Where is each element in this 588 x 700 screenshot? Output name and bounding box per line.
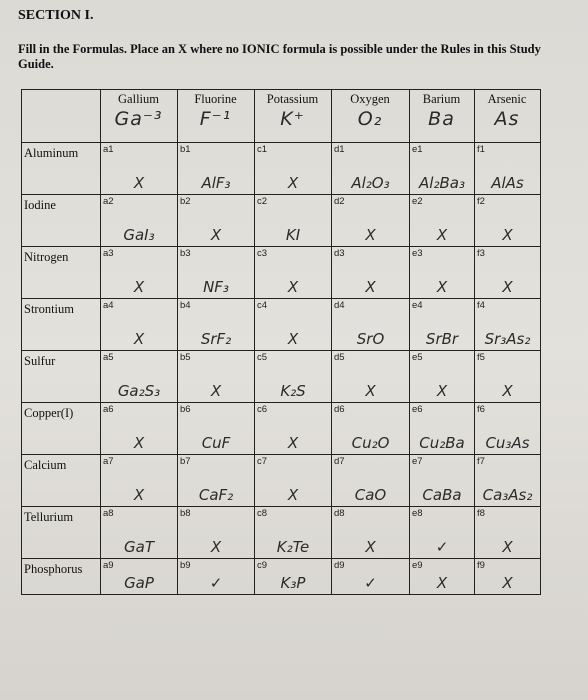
answer-cell[interactable]: [410, 299, 474, 350]
cell-id-label: a9: [103, 560, 114, 571]
answer-cell[interactable]: [410, 403, 474, 454]
column-header-charge: F⁻¹: [199, 108, 232, 130]
answer-cell[interactable]: [475, 143, 540, 194]
answer-cell[interactable]: [255, 299, 331, 350]
cell-id-label: b3: [180, 248, 191, 259]
cell-answer: X: [133, 486, 145, 504]
cell-answer: X: [287, 434, 299, 452]
cell-answer: CuF: [201, 434, 231, 452]
row-label: Calcium: [24, 458, 67, 472]
column-header-label: Potassium: [266, 92, 319, 106]
answer-cell[interactable]: [410, 195, 474, 246]
cell-answer: KI: [285, 226, 301, 244]
row-label: Sulfur: [24, 354, 56, 368]
answer-cell[interactable]: [332, 403, 409, 454]
cell-id-label: c3: [257, 248, 268, 259]
cell-id-label: f1: [477, 144, 485, 155]
cell-id-label: f5: [477, 352, 485, 363]
cell-id-label: e4: [412, 300, 423, 311]
cell-id-label: f8: [477, 508, 485, 519]
cell-answer: Cu₂O: [351, 434, 390, 452]
cell-answer: SrO: [356, 330, 385, 348]
column-header-charge: As: [494, 108, 520, 130]
answer-cell[interactable]: [101, 195, 177, 246]
cell-id-label: d7: [334, 456, 345, 467]
column-header: [474, 90, 540, 142]
answer-cell[interactable]: [255, 195, 331, 246]
cell-id-label: a1: [103, 144, 114, 155]
cell-answer: X: [365, 278, 376, 296]
cell-id-label: d4: [334, 300, 345, 311]
cell-id-label: c4: [257, 300, 268, 311]
cell-id-label: f2: [477, 196, 485, 207]
cell-answer: K₃P: [280, 574, 306, 592]
cell-id-label: e2: [412, 196, 423, 207]
answer-cell[interactable]: [178, 351, 254, 402]
answer-cell[interactable]: [255, 143, 331, 194]
cell-id-label: c2: [257, 196, 268, 207]
answer-cell[interactable]: [475, 559, 540, 594]
cell-answer: X: [287, 486, 299, 504]
cell-id-label: f6: [477, 404, 485, 415]
column-header-charge: Ba: [428, 108, 455, 130]
cell-id-label: b8: [180, 508, 191, 519]
cell-id-label: b1: [180, 144, 191, 155]
column-header: [177, 90, 254, 142]
cell-answer: Cu₃As: [485, 434, 530, 452]
answer-cell[interactable]: [255, 351, 331, 402]
cell-answer: Cu₂Ba: [419, 434, 465, 452]
cell-answer: X: [210, 538, 222, 556]
cell-id-label: d6: [334, 404, 345, 415]
answer-cell[interactable]: [332, 195, 409, 246]
answer-cell[interactable]: [101, 351, 177, 402]
cell-answer: ✓: [209, 574, 223, 592]
cell-answer: AlF₃: [201, 174, 231, 192]
cell-answer: X: [133, 278, 145, 296]
answer-cell[interactable]: [475, 507, 540, 558]
instructions: Fill in the Formulas. Place an X where no IONIC formula is possible under the Rules in this Study Guide.: [18, 42, 541, 71]
cell-id-label: c7: [257, 456, 268, 467]
column-header-label: Arsenic: [487, 92, 527, 106]
answer-cell[interactable]: [332, 299, 409, 350]
cell-answer: X: [210, 226, 222, 244]
answer-cell[interactable]: [255, 455, 331, 506]
cell-answer: X: [365, 538, 376, 556]
answer-cell[interactable]: [475, 351, 540, 402]
cell-id-label: c5: [257, 352, 268, 363]
row-label: Aluminum: [24, 146, 79, 160]
cell-answer: X: [133, 330, 145, 348]
cell-answer: CaO: [354, 486, 387, 504]
answer-cell[interactable]: [475, 247, 540, 298]
cell-answer: X: [502, 538, 513, 556]
cell-answer: ✓: [364, 574, 377, 592]
cell-id-label: b9: [180, 560, 191, 571]
answer-cell[interactable]: [475, 455, 540, 506]
answer-cell[interactable]: [255, 507, 331, 558]
cell-answer: GaT: [124, 538, 154, 556]
cell-answer: GaI₃: [123, 226, 155, 244]
cell-id-label: b2: [180, 196, 191, 207]
answer-cell[interactable]: [178, 559, 254, 594]
cell-id-label: e7: [412, 456, 423, 467]
cell-id-label: b5: [180, 352, 191, 363]
cell-answer: X: [133, 434, 145, 452]
answer-cell[interactable]: [332, 507, 409, 558]
column-header-label: Gallium: [118, 92, 159, 106]
row-label: Copper(I): [24, 406, 74, 420]
cell-id-label: a4: [103, 300, 114, 311]
cell-answer: NF₃: [203, 278, 229, 296]
answer-cell[interactable]: [410, 247, 474, 298]
answer-cell[interactable]: [475, 403, 540, 454]
cell-id-label: b4: [180, 300, 191, 311]
column-header-label: Fluorine: [194, 92, 237, 106]
cell-id-label: c8: [257, 508, 268, 519]
row-label: Phosphorus: [24, 562, 83, 576]
cell-answer: X: [287, 278, 299, 296]
cell-answer: SrF₂: [200, 330, 232, 348]
answer-cell[interactable]: [255, 559, 331, 594]
cell-id-label: c9: [257, 560, 268, 571]
formula-table: [21, 89, 541, 595]
cell-id-label: e9: [412, 560, 423, 571]
answer-cell[interactable]: [101, 559, 177, 594]
column-header: [100, 90, 177, 142]
cell-id-label: d5: [334, 352, 345, 363]
cell-id-label: d1: [334, 144, 345, 155]
row-label: Iodine: [24, 198, 56, 212]
column-header: [331, 90, 409, 142]
answer-cell[interactable]: [178, 403, 254, 454]
answer-cell[interactable]: [101, 403, 177, 454]
row-label: Strontium: [24, 302, 75, 316]
cell-answer: X: [502, 382, 513, 400]
answer-cell[interactable]: [410, 559, 474, 594]
cell-answer: K₂Te: [276, 538, 310, 556]
cell-id-label: d2: [334, 196, 345, 207]
cell-id-label: c1: [257, 144, 268, 155]
cell-id-label: f9: [477, 560, 485, 571]
cell-answer: X: [502, 574, 513, 592]
answer-cell[interactable]: [178, 143, 254, 194]
answer-cell[interactable]: [178, 299, 254, 350]
cell-id-label: f7: [477, 456, 485, 467]
cell-answer: Ca₃As₂: [482, 486, 533, 504]
answer-cell[interactable]: [101, 143, 177, 194]
answer-cell[interactable]: [410, 507, 474, 558]
answer-cell[interactable]: [255, 247, 331, 298]
row-label: Nitrogen: [24, 250, 69, 264]
answer-cell[interactable]: [410, 143, 474, 194]
section-title: SECTION I.: [18, 8, 94, 23]
cell-id-label: c6: [257, 404, 268, 415]
cell-answer: SrBr: [425, 330, 459, 348]
cell-id-label: e5: [412, 352, 423, 363]
answer-cell[interactable]: [178, 507, 254, 558]
cell-answer: X: [287, 174, 299, 192]
answer-cell[interactable]: [101, 507, 177, 558]
column-header-label: Barium: [422, 92, 461, 106]
column-header: [409, 90, 474, 142]
cell-answer: X: [502, 226, 513, 244]
cell-answer: X: [210, 382, 222, 400]
answer-cell[interactable]: [178, 195, 254, 246]
cell-answer: X: [436, 278, 448, 296]
answer-cell[interactable]: [178, 247, 254, 298]
cell-answer: Al₂O₃: [351, 174, 390, 192]
answer-cell[interactable]: [332, 143, 409, 194]
cell-id-label: a3: [103, 248, 114, 259]
answer-cell[interactable]: [101, 299, 177, 350]
cell-id-label: b6: [180, 404, 191, 415]
column-header-charge: O₂: [357, 108, 383, 130]
cell-id-label: a6: [103, 404, 114, 415]
cell-answer: X: [502, 278, 513, 296]
cell-answer: X: [287, 330, 299, 348]
cell-answer: Sr₃As₂: [484, 330, 531, 348]
cell-id-label: e8: [412, 508, 423, 519]
cell-answer: ✓: [435, 538, 449, 556]
row-label: Tellurium: [24, 510, 74, 524]
answer-cell[interactable]: [178, 455, 254, 506]
cell-answer: X: [133, 174, 145, 192]
answer-cell[interactable]: [475, 299, 540, 350]
cell-id-label: a7: [103, 456, 114, 467]
cell-id-label: a5: [103, 352, 114, 363]
column-header: [254, 90, 331, 142]
cell-answer: X: [365, 382, 376, 400]
cell-id-label: d9: [334, 560, 345, 571]
cell-answer: AlAs: [491, 174, 524, 192]
cell-id-label: d8: [334, 508, 345, 519]
answer-cell[interactable]: [332, 351, 409, 402]
cell-answer: Al₂Ba₃: [419, 174, 465, 192]
column-header-label: Oxygen: [350, 92, 390, 106]
cell-id-label: a2: [103, 196, 114, 207]
cell-id-label: e6: [412, 404, 423, 415]
column-header-charge: K⁺: [280, 108, 305, 130]
cell-id-label: e1: [412, 144, 423, 155]
cell-id-label: a8: [103, 508, 114, 519]
cell-answer: GaP: [124, 574, 154, 592]
answer-cell[interactable]: [332, 559, 409, 594]
column-header-charge: Ga⁻³: [114, 108, 163, 130]
answer-cell[interactable]: [255, 403, 331, 454]
cell-id-label: b7: [180, 456, 191, 467]
cell-answer: CaBa: [422, 486, 462, 504]
cell-answer: X: [365, 226, 376, 244]
cell-id-label: f4: [477, 300, 485, 311]
cell-id-label: d3: [334, 248, 345, 259]
answer-cell[interactable]: [332, 247, 409, 298]
answer-cell[interactable]: [410, 455, 474, 506]
answer-cell[interactable]: [410, 351, 474, 402]
answer-cell[interactable]: [475, 195, 540, 246]
cell-id-label: e3: [412, 248, 423, 259]
cell-answer: X: [436, 226, 448, 244]
cell-id-label: f3: [477, 248, 485, 259]
answer-cell[interactable]: [101, 455, 177, 506]
answer-cell[interactable]: [101, 247, 177, 298]
cell-answer: K₂S: [280, 382, 306, 400]
cell-answer: CaF₂: [198, 486, 234, 504]
cell-answer: X: [436, 382, 448, 400]
cell-answer: Ga₂S₃: [117, 382, 161, 400]
cell-answer: X: [436, 574, 448, 592]
answer-cell[interactable]: [332, 455, 409, 506]
